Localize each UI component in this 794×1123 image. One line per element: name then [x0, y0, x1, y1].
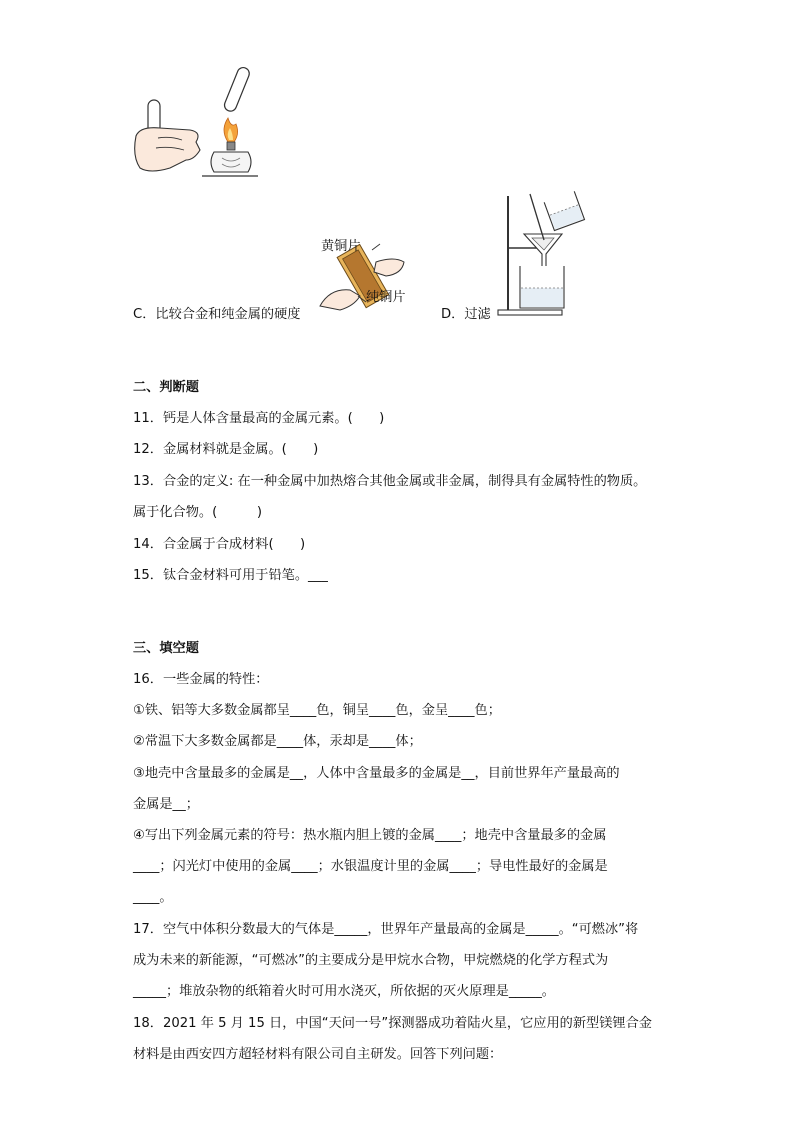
brass-label: 黄铜片 — [321, 239, 361, 254]
question-16-item4-line2: ____；闪光灯中使用的金属____；水银温度计里的金属____；导电性最好的金属是 — [133, 859, 608, 874]
question-16-item4-line3: ____。 — [133, 890, 173, 905]
question-18-line2: 材料是由西安四方超轻材料有限公司自主研发。回答下列问题： — [133, 1047, 503, 1062]
copper-label: 纯铜片 — [366, 290, 406, 305]
question-16: 16．一些金属的特性： — [133, 672, 269, 687]
question-16-item3-line1: ③地壳中含量最多的金属是__，人体中含量最多的金属是__，目前世界年产量最高的 — [133, 766, 620, 781]
figure-heating-test-tube — [130, 64, 260, 180]
question-13-line2: 属于化合物。( ) — [133, 505, 262, 520]
question-16-item2: ②常温下大多数金属都是____体，汞却是____体； — [133, 734, 422, 749]
filtration-illustration — [490, 190, 590, 318]
question-16-item3-line2: 金属是__； — [133, 797, 199, 812]
test-tube-heating-illustration — [130, 64, 260, 180]
question-16-item1: ①铁、铝等大多数金属都呈____色，铜呈____色，金呈____色； — [133, 703, 501, 718]
option-c: C．比较合金和纯金属的硬度 — [133, 307, 301, 322]
figure-filtration — [490, 190, 590, 318]
question-17-line1: 17．空气中体积分数最大的气体是_____，世界年产量最高的金属是_____。“可燃冰”将 — [133, 922, 639, 937]
question-17-line3: _____；堆放杂物的纸箱着火时可用水浇灭，所依据的灭火原理是_____。 — [133, 984, 555, 999]
question-18-line1: 18．2021 年 5 月 15 日，中国“天问一号”探测器成功着陆火星，它应用的新型镁锂合金 — [133, 1016, 652, 1031]
question-14: 14．合金属于合成材料( ) — [133, 537, 306, 552]
question-11: 11．钙是人体含量最高的金属元素。( ) — [133, 411, 385, 426]
section-fill-blank-title: 三、填空题 — [133, 641, 199, 656]
question-16-item4-line1: ④写出下列金属元素的符号：热水瓶内胆上镀的金属____；地壳中含量最多的金属 — [133, 828, 607, 843]
question-12: 12．金属材料就是金属。( ) — [133, 442, 319, 457]
question-17-line2: 成为未来的新能源，“可燃冰”的主要成分是甲烷水合物，甲烷燃烧的化学方程式为 — [133, 953, 609, 968]
section-judgment-title: 二、判断题 — [133, 380, 199, 395]
question-15: 15．钛合金材料可用于铅笔。___ — [133, 568, 328, 583]
option-d: D．过滤 — [441, 307, 491, 322]
question-13-line1: 13．合金的定义: 在一种金属中加热熔合其他金属或非金属，制得具有金属特性的物质。 — [133, 474, 647, 489]
